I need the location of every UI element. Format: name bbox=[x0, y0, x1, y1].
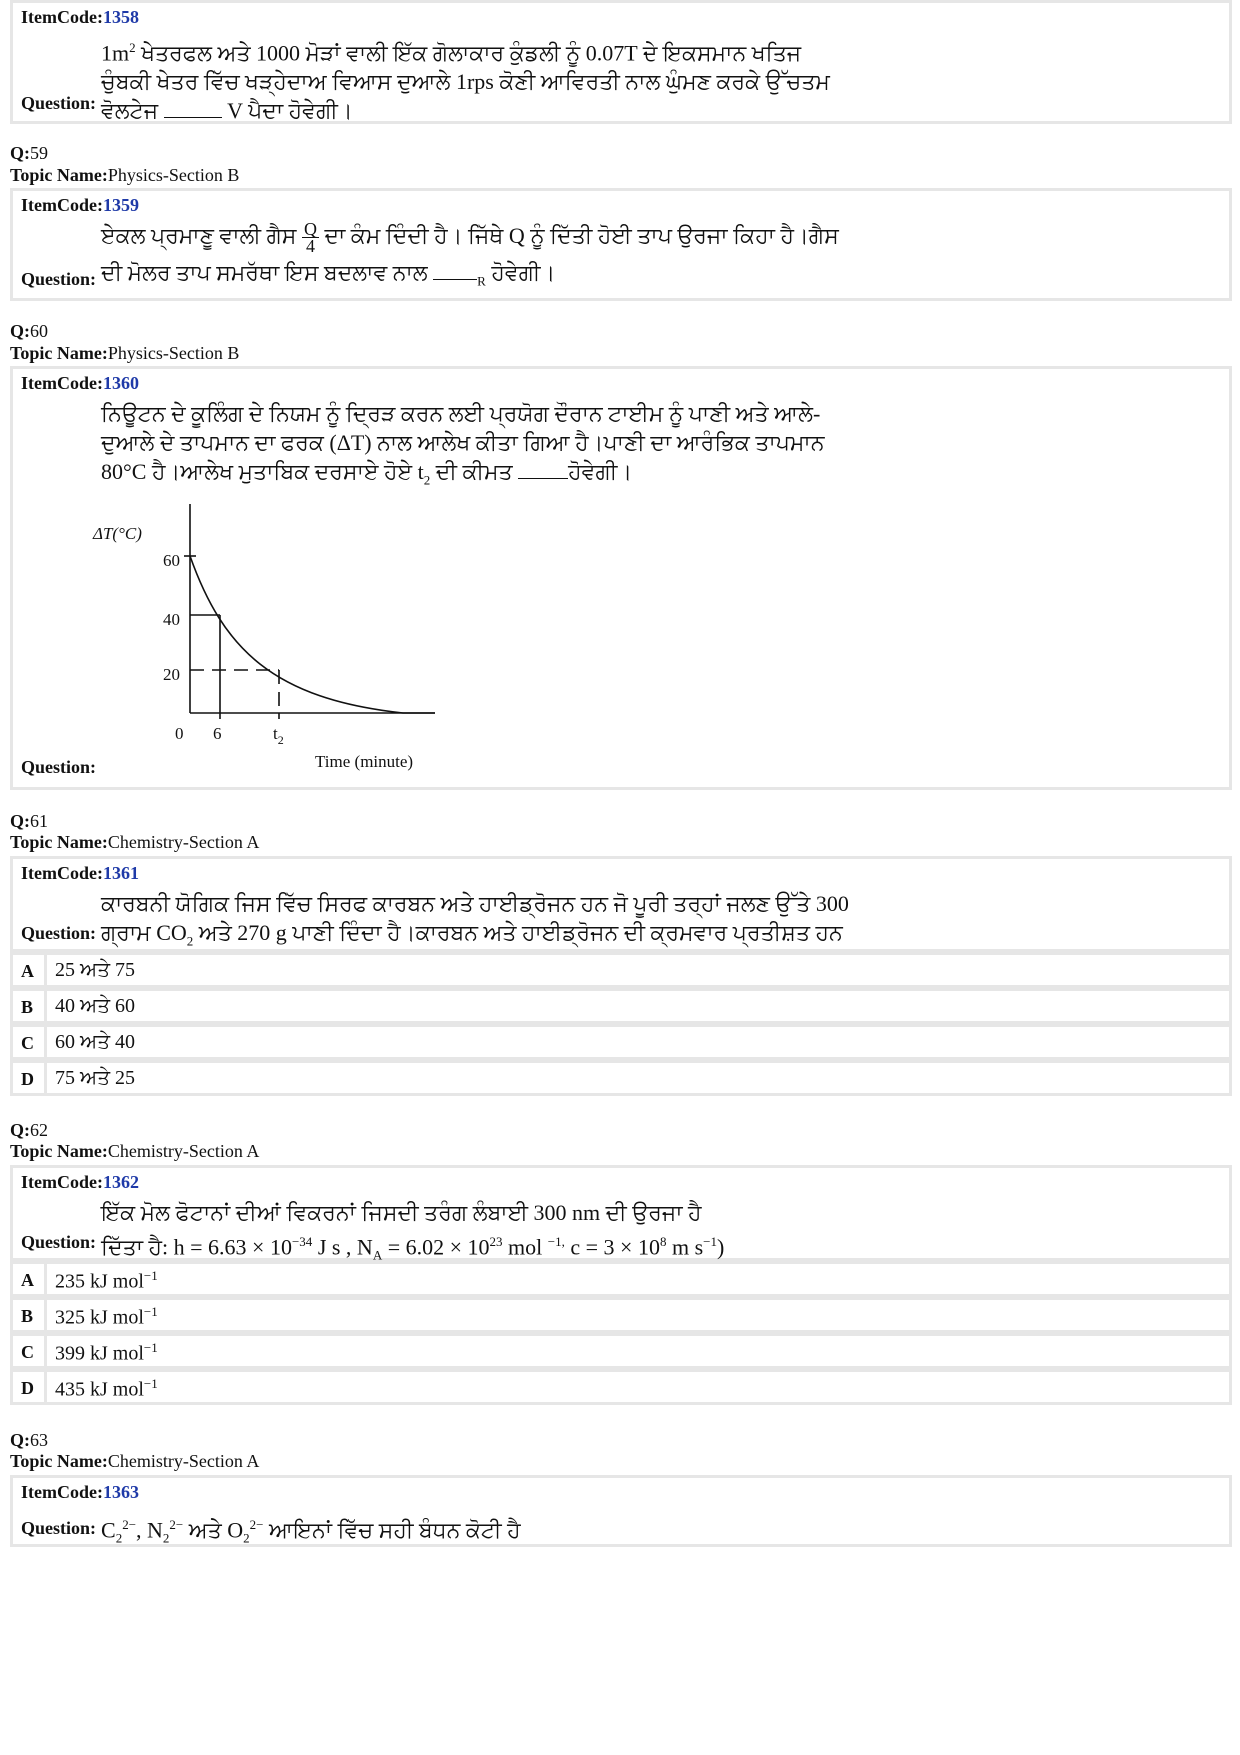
item-code: ItemCode:1360 bbox=[21, 373, 139, 393]
question-label: Question: bbox=[21, 93, 97, 113]
y-tick-60: 60 bbox=[163, 551, 180, 570]
x-tick-6: 6 bbox=[213, 724, 222, 743]
question-label: Question: bbox=[21, 757, 97, 777]
question-panel-1362 bbox=[10, 1165, 1232, 1261]
topic-name: Topic Name:Chemistry-Section A bbox=[10, 832, 260, 852]
option-c[interactable]: C 399 kJ mol$^{-1}$ bbox=[10, 1333, 1232, 1369]
cooling-curve bbox=[190, 556, 435, 713]
question-label: Question: bbox=[21, 1232, 97, 1252]
question-text: ਇੱਕ ਮੋਲ ਫੋਟਾਨਾਂ ਦੀਆਂ ਵਿਕਰਨਾਂ ਜਿਸਦੀ ਤਰੰਗ ਲੰਬਾਈ 300 nm ਦੀ ਉਰਜਾ ਹੈ ਦਿੱਤਾ ਹੈ: $h = 6.63 \times 10^{-34}$ J s , $N_A = 6.02 \times 10^{23}$ mol $^{-1,}$ $c = 3 \times 10^8$ m $s^{-1}$) bbox=[101, 1200, 725, 1263]
option-d[interactable]: D 75 ਅਤੇ 25 bbox=[10, 1060, 1232, 1096]
question-number: Q:59 bbox=[10, 143, 48, 163]
question-panel-1359 bbox=[10, 188, 1232, 301]
option-b[interactable]: B 40 ਅਤੇ 60 bbox=[10, 988, 1232, 1024]
fraction: $\frac{Q}{4}$ bbox=[303, 219, 317, 257]
question-label: Question: bbox=[21, 923, 97, 943]
y-axis-label: ΔT(°C) bbox=[93, 524, 142, 543]
item-code: ItemCode:1359 bbox=[21, 195, 139, 215]
x-axis-label: Time (minute) bbox=[315, 752, 414, 771]
item-code: ItemCode:1358 bbox=[21, 7, 139, 27]
question-panel-1361 bbox=[10, 856, 1232, 952]
origin-label: 0 bbox=[175, 724, 184, 743]
topic-name: Topic Name:Physics-Section B bbox=[10, 343, 240, 363]
option-c[interactable]: C 60 ਅਤੇ 40 bbox=[10, 1024, 1232, 1060]
question-panel-1363 bbox=[10, 1475, 1232, 1547]
item-code: ItemCode:1361 bbox=[21, 863, 139, 883]
topic-name: Topic Name:Chemistry-Section A bbox=[10, 1141, 260, 1161]
question-number: Q:60 bbox=[10, 321, 48, 341]
question-text: ਏਕਲ ਪ੍ਰਮਾਣੂ ਵਾਲੀ ਗੈਸ $\frac{Q}{4}$ ਦਾ ਕੰਮ ਦਿੰਦੀ ਹੈ। ਜਿੱਥੇ Q ਨੂੰ ਦਿੱਤੀ ਹੋਈ ਤਾਪ ਉਰਜਾ ਕਿਹਾ ਹੈ।ਗੈਸ ਦੀ ਮੋਲਰ ਤਾਪ ਸਮਰੱਥਾ ਇਸ ਬਦਲਾਵ ਨਾਲ $_R$ ਹੋਵੇਗੀ। bbox=[101, 219, 839, 289]
question-number: Q:61 bbox=[10, 811, 48, 831]
question-panel-1358 bbox=[10, 0, 1232, 124]
option-b[interactable]: B 325 kJ mol$^{-1}$ bbox=[10, 1297, 1232, 1333]
y-tick-40: 40 bbox=[163, 610, 180, 629]
question-text: ਕਾਰਬਨੀ ਯੋਗਿਕ ਜਿਸ ਵਿੱਚ ਸਿਰਫ ਕਾਰਬਨ ਅਤੇ ਹਾਈਡ੍ਰੋਜਨ ਹਨ ਜੋ ਪੂਰੀ ਤਰ੍ਹਾਂ ਜਲਣ ਉੱਤੇ 300 ਗ੍ਰਾਮ $CO_2$ ਅਤੇ 270 g ਪਾਣੀ ਦਿੰਦਾ ਹੈ।ਕਾਰਬਨ ਅਤੇ ਹਾਈਡ੍ਰੋਜਨ ਦੀ ਕ੍ਰਮਵਾਰ ਪ੍ਰਤੀਸ਼ਤ ਹਨ bbox=[101, 891, 849, 949]
x-tick-t2: $t_2$ bbox=[273, 724, 284, 747]
cooling-graph bbox=[83, 499, 463, 779]
topic-name: Topic Name:Physics-Section B bbox=[10, 165, 240, 185]
question-number: Q:63 bbox=[10, 1430, 48, 1450]
y-tick-20: 20 bbox=[163, 665, 180, 684]
item-code: ItemCode:1363 bbox=[21, 1482, 139, 1502]
question-panel-1360 bbox=[10, 366, 1232, 790]
item-code: ItemCode:1362 bbox=[21, 1172, 139, 1192]
question-label: Question: bbox=[21, 1518, 97, 1538]
question-text: ਨਿਊਟਨ ਦੇ ਕੂਲਿੰਗ ਦੇ ਨਿਯਮ ਨੂੰ ਦ੍ਰਿੜ ਕਰਨ ਲਈ ਪ੍ਰਯੋਗ ਦੌਰਾਨ ਟਾਈਮ ਨੂੰ ਪਾਣੀ ਅਤੇ ਆਲੇ- ਦੁਆਲੇ ਦੇ ਤਾਪਮਾਨ ਦਾ ਫਰਕ (ΔT) ਨਾਲ ਆਲੇਖ ਕੀਤਾ ਗਿਆ ਹੈ।ਪਾਣੀ ਦਾ ਆਰੰਭਿਕ ਤਾਪਮਾਨ 80°C ਹੈ।ਆਲੇਖ ਮੁਤਾਬਿਕ ਦਰਸਾਏ ਹੋਏ $t_2$ ਦੀ ਕੀਮਤ ਹੋਵੇਗੀ। bbox=[101, 401, 825, 488]
option-a[interactable]: A 25 ਅਤੇ 75 bbox=[10, 952, 1232, 988]
topic-name: Topic Name:Chemistry-Section A bbox=[10, 1451, 260, 1471]
option-d[interactable]: D 435 kJ mol$^{-1}$ bbox=[10, 1369, 1232, 1405]
question-label: Question: bbox=[21, 269, 97, 289]
option-a[interactable]: A 235 kJ mol$^{-1}$ bbox=[10, 1261, 1232, 1297]
question-text: $C_2^{2-}$, $N_2^{2-}$ ਅਤੇ $O_2^{2-}$ ਆਇਨਾਂ ਵਿੱਚ ਸਹੀ ਬੰਧਨ ਕੋਟੀ ਹੈ bbox=[101, 1517, 521, 1546]
question-text: $1m^2$ ਖੇਤਰਫਲ ਅਤੇ 1000 ਮੋੜਾਂ ਵਾਲੀ ਇੱਕ ਗੋਲਾਕਾਰ ਕੁੰਡਲੀ ਨੂੰ 0.07T ਦੇ ਇਕਸਮਾਨ ਖਤਿਜ ਚੁੰਬਕੀ ਖੇਤਰ ਵਿੱਚ ਖੜ੍ਹੇਦਾਅ ਵਿਆਸ ਦੁਆਲੇ 1rps ਕੋਣੀ ਆਵਿਰਤੀ ਨਾਲ ਘੁੰਮਣ ਕਰਕੇ ਉੱਚਤਮ ਵੋਲਟੇਜ V ਪੈਦਾ ਹੋਵੇਗੀ। bbox=[101, 40, 830, 124]
question-number: Q:62 bbox=[10, 1120, 48, 1140]
